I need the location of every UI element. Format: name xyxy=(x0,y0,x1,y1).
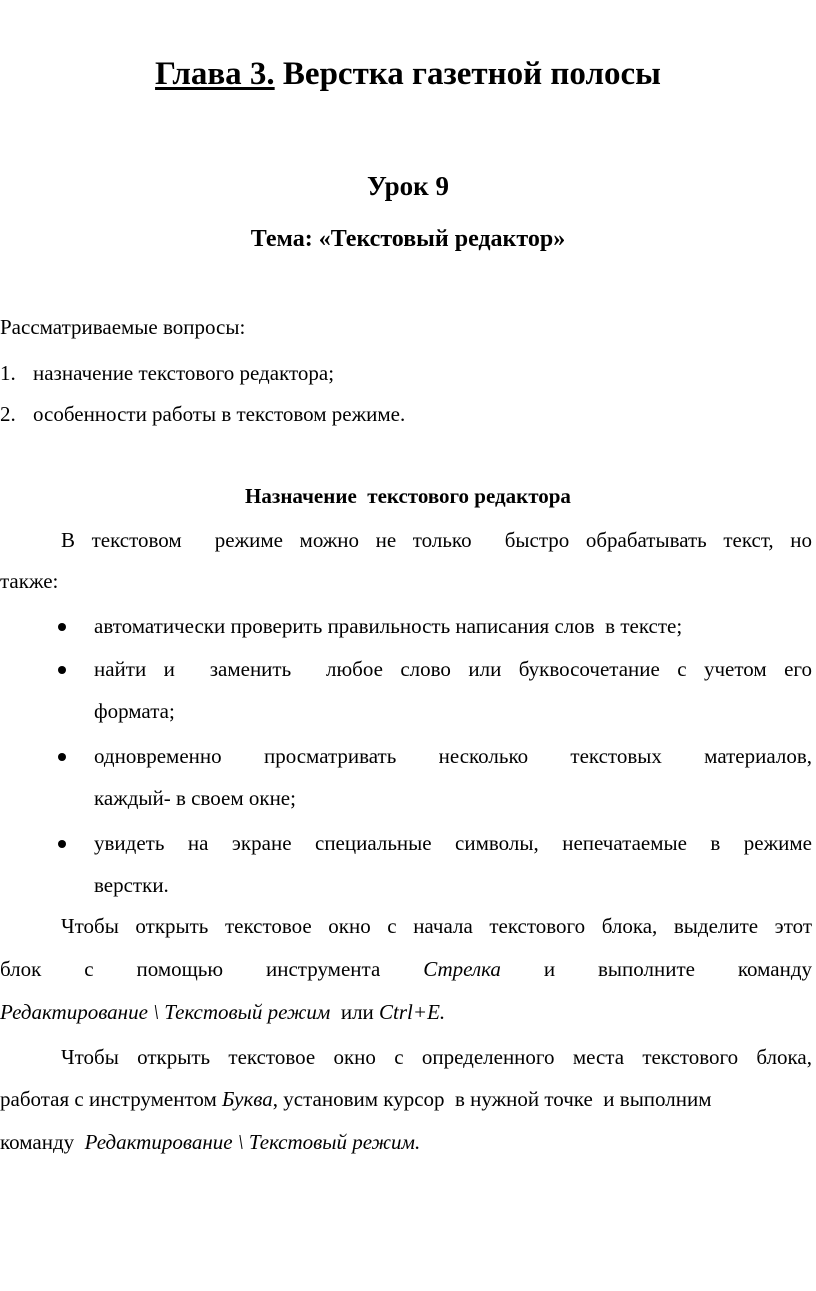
question-item xyxy=(0,398,405,430)
paragraph-text: и выполните команду xyxy=(543,957,813,981)
tool-name: Стрелка xyxy=(423,957,501,981)
bullet-text-continued: верстки. xyxy=(94,873,169,897)
paragraph-text: или xyxy=(330,1000,380,1024)
paragraph-line: Чтобы открыть текстовое окно с определенного места текстового блока, xyxy=(61,1045,812,1069)
shortcut-key: Ctrl+E. xyxy=(379,1000,446,1024)
paragraph-text: блок с помощью инструмента xyxy=(0,957,381,981)
command-name: Редактирование \ Текстовый режим. xyxy=(84,1130,421,1154)
bullet-dot-icon xyxy=(58,623,66,631)
bullet-text-continued: формата; xyxy=(94,699,175,723)
bullet-text: одновременно просматривать несколько текстовых материалов, xyxy=(94,744,812,768)
question-item xyxy=(0,357,334,389)
section-heading: Назначение текстового редактора xyxy=(245,484,571,508)
chapter-label: Глава 3. xyxy=(155,56,275,92)
paragraph-text: , установим курсор в нужной точке и выполним xyxy=(272,1087,712,1111)
question-text: назначение текстового редактора; xyxy=(33,361,335,385)
paragraph-line xyxy=(0,1126,812,1158)
intro-line: В текстовом режиме можно не только быстро обрабатывать текст, но xyxy=(61,528,812,552)
paragraph-line xyxy=(0,953,812,985)
bullet-text-continued: каждый- в своем окне; xyxy=(94,786,296,810)
tool-name: Буква xyxy=(222,1087,273,1111)
bullet-marker xyxy=(58,610,88,642)
paragraph-line xyxy=(0,1083,812,1115)
bullet-marker xyxy=(58,653,88,685)
topic-title: Тема: «Текстовый редактор» xyxy=(250,226,566,252)
command-name: Редактирование \ Текстовый режим xyxy=(0,1000,331,1024)
intro-line: также: xyxy=(0,569,59,593)
paragraph-text: команду xyxy=(0,1130,85,1154)
lesson-title: Урок 9 xyxy=(367,171,449,201)
chapter-heading xyxy=(0,52,816,96)
bullet-text: найти и заменить любое слово или буквосочетание с учетом его xyxy=(94,657,812,681)
question-number: 2. xyxy=(0,402,16,426)
chapter-title: Верстка газетной полосы xyxy=(274,56,661,92)
paragraph-line xyxy=(0,996,812,1028)
bullet-marker xyxy=(58,740,88,772)
bullet-dot-icon xyxy=(58,753,66,761)
paragraph-line: Чтобы открыть текстовое окно с начала текстового блока, выделите этот xyxy=(61,914,812,938)
bullet-text: автоматически проверить правильность написания слов в тексте; xyxy=(94,614,683,638)
bullet-marker xyxy=(58,827,88,859)
paragraph-text: работая с инструментом xyxy=(0,1087,223,1111)
bullet-text: увидеть на экране специальные символы, непечатаемые в режиме xyxy=(94,831,812,855)
bullet-dot-icon xyxy=(58,666,66,674)
questions-label: Рассматриваемые вопросы: xyxy=(0,315,246,339)
question-text: особенности работы в текстовом режиме. xyxy=(33,402,406,426)
question-number: 1. xyxy=(0,361,16,385)
bullet-dot-icon xyxy=(58,840,66,848)
